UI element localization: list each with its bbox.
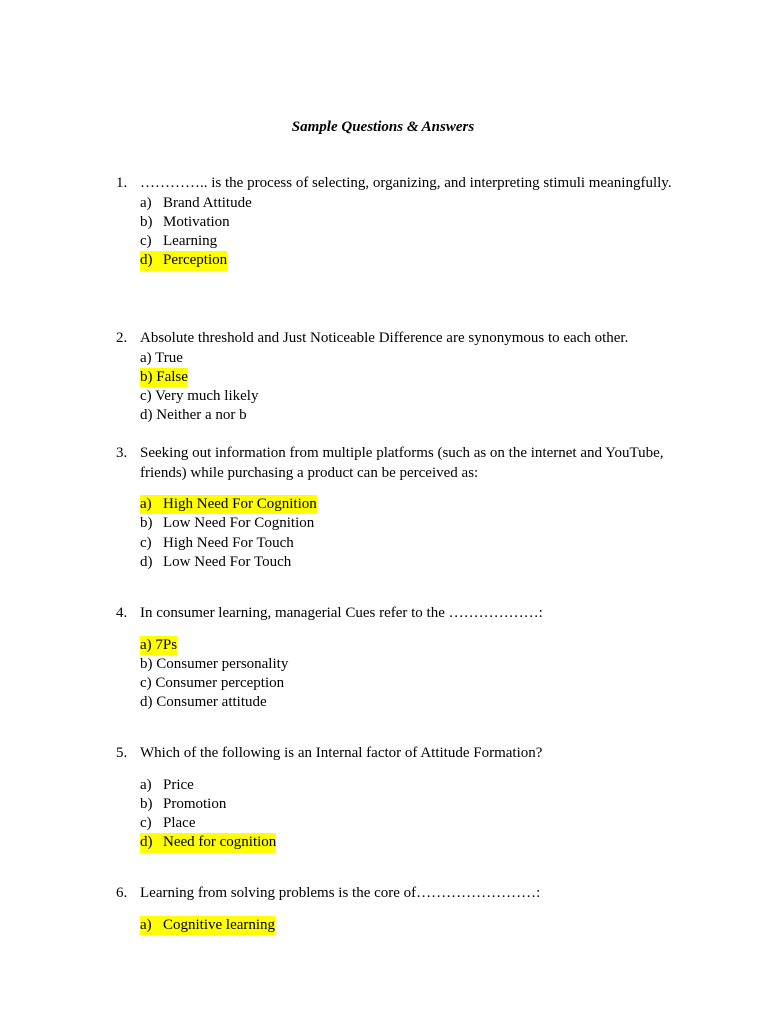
option-item-answer <box>140 368 676 387</box>
option-letter: d) <box>140 694 153 711</box>
question-number: 5. <box>116 745 128 761</box>
option-item <box>140 194 676 213</box>
option-list <box>140 495 676 572</box>
question-text: Which of the following is an Internal factor of Attitude Formation? <box>140 745 543 761</box>
option-letter: d) <box>140 834 153 851</box>
option-item-answer <box>140 251 676 270</box>
option-text: Promotion <box>163 795 227 812</box>
option-text: True <box>155 349 183 366</box>
question-3 <box>116 444 676 572</box>
option-item <box>140 213 676 232</box>
option-letter: b) <box>140 515 153 532</box>
option-list <box>140 349 676 426</box>
option-text: Place <box>163 815 196 832</box>
option-letter: c) <box>140 534 152 551</box>
option-text: Consumer personality <box>156 655 289 672</box>
option-text: 7Ps <box>155 636 178 653</box>
option-letter: b) <box>140 213 153 230</box>
option-item <box>140 553 676 572</box>
option-item <box>140 674 676 693</box>
option-letter: b) <box>140 655 153 672</box>
option-item <box>140 795 676 814</box>
option-letter: d) <box>140 553 153 570</box>
option-item-answer <box>140 833 676 852</box>
option-item <box>140 776 676 795</box>
option-item <box>140 232 676 251</box>
option-text: High Need For Touch <box>163 534 294 551</box>
option-item <box>140 514 676 533</box>
option-text: Neither a nor b <box>156 407 247 424</box>
option-letter: d) <box>140 407 153 424</box>
option-text: Need for cognition <box>163 834 277 851</box>
question-number: 2. <box>116 330 128 346</box>
question-number: 4. <box>116 605 128 621</box>
option-text: Brand Attitude <box>163 194 252 211</box>
question-text: Seeking out information from multiple platforms (such as on the internet and YouTube, friends) while purchasing a product can be perceived as: <box>140 445 664 481</box>
option-letter: b) <box>140 368 153 385</box>
question-6 <box>116 884 676 935</box>
option-letter: c) <box>140 388 152 405</box>
option-text: Cognitive learning <box>163 916 276 933</box>
question-2 <box>116 329 676 426</box>
option-letter: a) <box>140 496 152 512</box>
option-text: Low Need For Cognition <box>163 515 315 532</box>
option-item-answer <box>140 636 676 655</box>
option-item <box>140 693 676 712</box>
option-item <box>140 349 676 368</box>
option-text: Price <box>163 776 194 793</box>
question-number: 6. <box>116 885 128 901</box>
option-letter: c) <box>140 233 152 250</box>
question-text: ………….. is the process of selecting, organizing, and interpreting stimuli meaningfully. <box>140 175 672 191</box>
option-list <box>140 194 676 271</box>
question-number: 1. <box>116 175 128 191</box>
option-item <box>140 655 676 674</box>
option-item-answer <box>140 916 676 935</box>
option-letter: c) <box>140 675 152 692</box>
option-item <box>140 387 676 406</box>
question-text: Absolute threshold and Just Noticeable Difference are synonymous to each other. <box>140 330 629 346</box>
option-item <box>140 406 676 425</box>
page-title: Sample Questions & Answers <box>291 119 475 135</box>
question-5 <box>116 744 676 853</box>
option-letter: a) <box>140 636 152 653</box>
question-text: Learning from solving problems is the core of……………………: <box>140 885 541 901</box>
question-4 <box>116 604 676 713</box>
option-item <box>140 534 676 553</box>
option-letter: a) <box>140 916 152 933</box>
option-text: Learning <box>163 233 218 250</box>
option-item <box>140 814 676 833</box>
question-number: 3. <box>116 445 128 461</box>
option-text: Consumer perception <box>155 675 285 692</box>
option-letter: a) <box>140 349 152 366</box>
option-list <box>140 636 676 713</box>
option-text: Low Need For Touch <box>163 553 292 570</box>
option-list <box>140 776 676 853</box>
option-text: Perception <box>163 252 228 269</box>
option-letter: c) <box>140 815 152 832</box>
option-text: False <box>156 368 188 385</box>
option-item-answer <box>140 495 676 514</box>
option-text: Very much likely <box>155 388 259 405</box>
option-text: High Need For Cognition <box>163 496 317 512</box>
option-text: Motivation <box>163 213 230 230</box>
option-list <box>140 916 676 935</box>
question-1 <box>116 174 676 271</box>
question-text: In consumer learning, managerial Cues refer to the ………………: <box>140 605 543 621</box>
option-letter: d) <box>140 252 153 269</box>
option-letter: a) <box>140 194 152 211</box>
option-letter: b) <box>140 795 153 812</box>
option-text: Consumer attitude <box>156 694 267 711</box>
option-letter: a) <box>140 776 152 793</box>
